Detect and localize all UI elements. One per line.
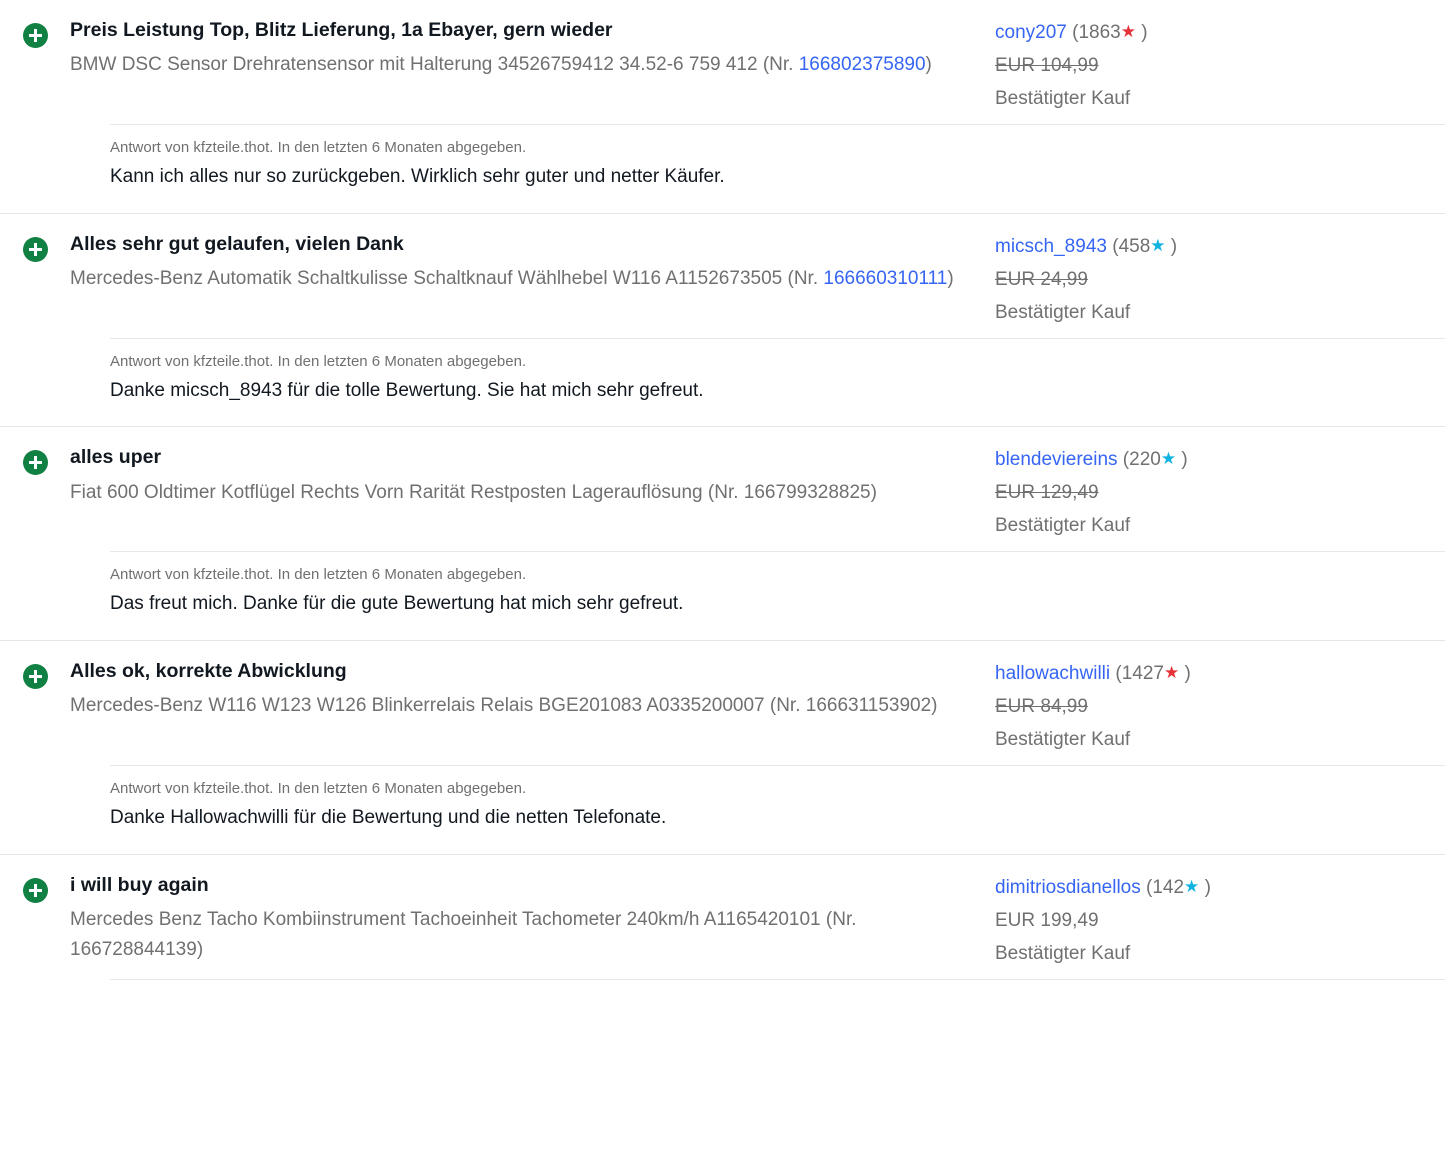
score-paren-open: ( — [1106, 235, 1119, 257]
buyer-line — [995, 445, 1445, 475]
seller-reply-text: Das freut mich. Danke für die gute Bewertung hat mich sehr gefreut. — [110, 593, 684, 615]
feedback-text-cell — [70, 232, 995, 294]
seller-reply-text: Danke Hallowachwilli für die Bewertung und die netten Telefonate. — [110, 806, 667, 828]
feedback-meta-cell — [995, 445, 1445, 541]
item-title-text: Fiat 600 Oldtimer Kotflügel Rechts Vorn Rarität Restposten Lagerauflösung (Nr. — [70, 481, 744, 503]
item-description — [70, 264, 965, 294]
feedback-title: Alles sehr gut gelaufen, vielen Dank — [70, 232, 404, 255]
item-description — [70, 50, 965, 80]
feedback-entry-main — [0, 214, 1445, 338]
feedback-entry — [0, 0, 1445, 213]
seller-reply-block — [110, 765, 1445, 854]
positive-plus-icon — [23, 237, 48, 262]
positive-plus-icon — [23, 450, 48, 475]
buyer-feedback-score: 142 — [1152, 876, 1185, 898]
score-paren-close: ) — [1179, 662, 1191, 684]
feedback-entry — [0, 426, 1445, 640]
score-paren-open: ( — [1066, 22, 1079, 43]
score-paren-open: ( — [1140, 876, 1153, 898]
score-paren-close: ) — [1199, 876, 1211, 898]
item-number-suffix: ) — [931, 695, 938, 717]
feedback-entry-main — [0, 427, 1445, 551]
buyer-line — [995, 873, 1445, 903]
score-paren-close: ) — [1165, 235, 1178, 257]
positive-plus-icon — [23, 878, 48, 903]
feedback-meta-cell — [995, 659, 1445, 755]
positive-plus-icon — [23, 23, 48, 48]
buyer-line — [995, 232, 1445, 262]
buyer-feedback-score: 1863 — [1078, 22, 1121, 43]
item-price: EUR 104,99 — [995, 55, 1099, 77]
verified-purchase-label: Bestätigter Kauf — [995, 301, 1131, 323]
feedback-entry — [0, 854, 1445, 1012]
feedback-entry — [0, 213, 1445, 427]
item-title-text: Mercedes-Benz Automatik Schaltkulisse Schaltknauf Wählhebel W116 A1152673505 (Nr. — [70, 267, 824, 289]
buyer-username-link[interactable]: blendeviereins — [995, 449, 1118, 471]
rating-icon-cell — [0, 232, 70, 262]
rating-icon-cell — [0, 873, 70, 903]
item-title-text: Mercedes Benz Tacho Kombiinstrument Tachoeinheit Tachometer 240km/h A1165420101 (Nr. — [70, 908, 857, 930]
feedback-entry-main — [0, 855, 1445, 979]
buyer-line — [995, 18, 1445, 48]
item-price: EUR 129,49 — [995, 482, 1099, 504]
feedback-title: alles uper — [70, 446, 162, 469]
seller-reply-block — [110, 338, 1445, 427]
feedback-star-icon: ★ — [1150, 235, 1166, 255]
item-title-text: BMW DSC Sensor Drehratensensor mit Halterung 34526759412 34.52-6 759 412 (Nr. — [70, 54, 799, 76]
buyer-username-link[interactable]: dimitriosdianellos — [995, 876, 1141, 898]
seller-reply-meta: Antwort von kfzteile.thot. In den letzten 6 Monaten abgegeben. — [110, 566, 527, 584]
item-number[interactable]: 166660310111 — [823, 267, 948, 289]
seller-reply-block — [110, 551, 1445, 640]
item-number: 166799328825 — [743, 481, 871, 503]
seller-reply-block — [110, 979, 1445, 1012]
verified-purchase-label: Bestätigter Kauf — [995, 728, 1131, 750]
score-paren-open: ( — [1110, 662, 1122, 684]
feedback-entry-main — [0, 641, 1445, 765]
verified-purchase-label: Bestätigter Kauf — [995, 88, 1131, 110]
buyer-username-link[interactable]: cony207 — [995, 22, 1067, 43]
item-description — [70, 905, 965, 965]
item-number-suffix: ) — [925, 54, 932, 76]
rating-icon-cell — [0, 445, 70, 475]
feedback-star-icon: ★ — [1120, 22, 1136, 41]
positive-plus-icon — [23, 664, 48, 689]
feedback-title: Preis Leistung Top, Blitz Lieferung, 1a Ebayer, gern wieder — [70, 19, 613, 41]
item-number-suffix: ) — [870, 481, 877, 503]
buyer-feedback-score: 220 — [1129, 449, 1161, 471]
item-number: 166631153902 — [805, 695, 932, 717]
rating-icon-cell — [0, 659, 70, 689]
seller-reply-text: Danke micsch_8943 für die tolle Bewertung. Sie hat mich sehr gefreut. — [110, 379, 704, 401]
item-price: EUR 199,49 — [995, 909, 1099, 931]
item-number[interactable]: 166802375890 — [798, 54, 926, 76]
item-number-suffix: ) — [196, 938, 204, 960]
feedback-text-cell — [70, 873, 995, 965]
item-number: 166728844139 — [70, 938, 197, 960]
feedback-text-cell — [70, 18, 995, 80]
seller-reply-meta: Antwort von kfzteile.thot. In den letzten 6 Monaten abgegeben. — [110, 352, 527, 370]
item-number-suffix: ) — [947, 267, 954, 289]
feedback-meta-cell — [995, 232, 1445, 328]
item-description — [70, 691, 965, 721]
feedback-meta-cell — [995, 873, 1445, 969]
verified-purchase-label: Bestätigter Kauf — [995, 942, 1131, 964]
item-title-text: Mercedes-Benz W116 W123 W126 Blinkerrelais Relais BGE201083 A0335200007 (Nr. — [70, 695, 806, 717]
feedback-title: i will buy again — [70, 873, 209, 896]
score-paren-close: ) — [1135, 22, 1148, 43]
buyer-feedback-score: 1427 — [1121, 662, 1164, 684]
buyer-username-link[interactable]: micsch_8943 — [995, 235, 1107, 257]
rating-icon-cell — [0, 18, 70, 48]
verified-purchase-label: Bestätigter Kauf — [995, 515, 1131, 537]
seller-reply-text: Kann ich alles nur so zurückgeben. Wirklich sehr guter und netter Käufer. — [110, 166, 725, 188]
feedback-star-icon: ★ — [1160, 449, 1177, 469]
feedback-text-cell — [70, 659, 995, 721]
buyer-username-link[interactable]: hallowachwilli — [995, 662, 1111, 684]
score-paren-close: ) — [1176, 449, 1188, 471]
item-price: EUR 24,99 — [995, 268, 1088, 290]
seller-reply-meta: Antwort von kfzteile.thot. In den letzten 6 Monaten abgegeben. — [110, 779, 527, 797]
score-paren-open: ( — [1117, 449, 1130, 471]
seller-reply-block — [110, 124, 1445, 213]
feedback-meta-cell — [995, 18, 1445, 114]
seller-reply-meta: Antwort von kfzteile.thot. In den letzten 6 Monaten abgegeben. — [110, 139, 527, 157]
feedback-entry — [0, 640, 1445, 854]
buyer-line — [995, 659, 1445, 689]
feedback-title: Alles ok, korrekte Abwicklung — [70, 659, 347, 682]
item-price: EUR 84,99 — [995, 695, 1088, 717]
feedback-text-cell — [70, 445, 995, 507]
feedback-star-icon: ★ — [1184, 876, 1200, 896]
item-description — [70, 478, 965, 508]
feedback-entry-main — [0, 0, 1445, 124]
buyer-feedback-score: 458 — [1118, 235, 1151, 257]
feedback-star-icon: ★ — [1164, 662, 1180, 682]
